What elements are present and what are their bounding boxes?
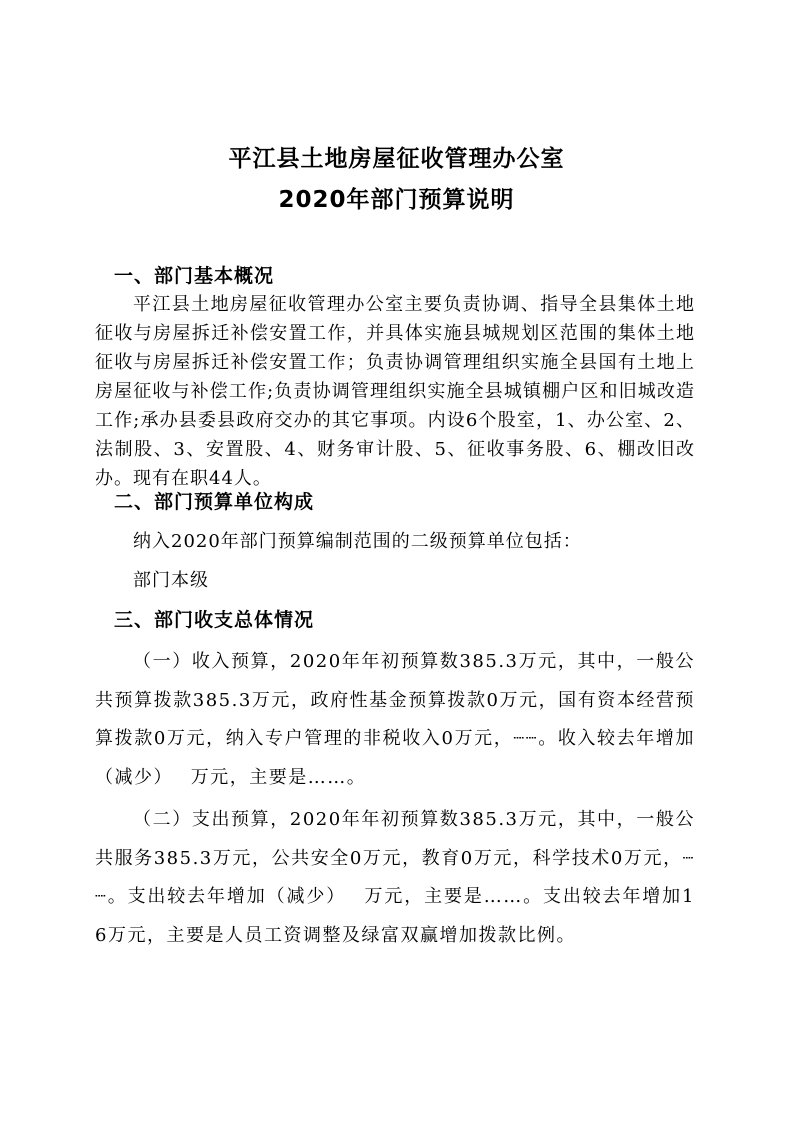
section-heading-basic-overview: 一、部门基本概况 xyxy=(114,265,275,287)
basic-overview-paragraph: 平江县土地房屋征收管理办公室主要负责协调、指导全县集体土地征收与房屋拆迁补偿安置工作，并具体实施县城规划区范围的集体土地征收与房屋拆迁补偿安置工作；负责协调管理组织实施全县国有土地上房屋征收与补偿工作;负责协调管理组织实施全县城镇棚户区和旧城改造工作;承办县委县政府交办的其它事项。内设6个股室，1、办公室、2、法制股、3、安置股、4、财务审计股、5、征收事务股、6、棚改旧改办。现有在职44人。 xyxy=(95,294,695,489)
expenditure-budget-paragraph: （二）支出预算，2020年年初预算数385.3万元，其中，一般公共服务385.3万元，公共安全0万元，教育0万元，科学技术0万元，┈┈。支出较去年增加（减少） 万元，主要是……。支出较去年增加16万元，主要是人员工资调整及绿富双赢增加拨款比例。 xyxy=(95,809,695,946)
section-heading-budget-units: 二、部门预算单位构成 xyxy=(114,491,315,513)
section-heading-revenue-expenditure: 三、部门收支总体情况 xyxy=(114,609,315,631)
income-budget-paragraph: （一）收入预算，2020年年初预算数385.3万元，其中，一般公共预算拨款385.3万元，政府性基金预算拨款0万元，国有资本经营预算拨款0万元，纳入专户管理的非税收入0万元，┈┈。收入较去年增加（减少） 万元，主要是……。 xyxy=(95,651,695,788)
budget-units-paragraph: 纳入2020年部门预算编制范围的二级预算单位包括： xyxy=(133,531,582,552)
document-subtitle: 2020年部门预算说明 xyxy=(278,187,515,213)
budget-unit-name: 部门本级 xyxy=(133,570,209,591)
document-title: 平江县土地房屋征收管理办公室 xyxy=(228,146,565,172)
